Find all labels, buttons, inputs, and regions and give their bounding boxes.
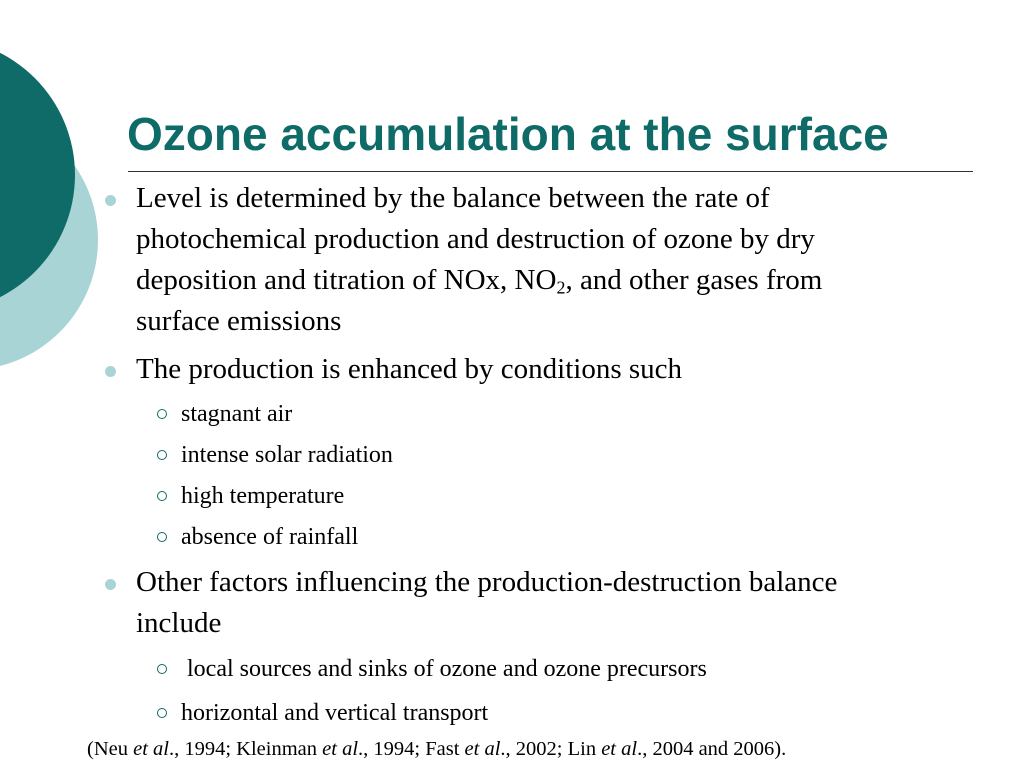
sub-bullet-ring-icon — [157, 532, 167, 542]
sub-bullet-ring-icon — [157, 491, 167, 501]
citation-part: ., 1994; Kleinman — [168, 738, 323, 760]
bullet-1-line-3-a: deposition and titration of NOx, NO — [136, 264, 557, 296]
bullet-dot-icon — [105, 195, 116, 206]
citation — [87, 735, 786, 763]
sub-item-text: local sources and sinks of ozone and ozone precursors — [181, 656, 707, 682]
citation-et-al: et al — [322, 738, 359, 760]
citation-part: ., 2002; Lin — [500, 738, 602, 760]
sub-item-text: horizontal and vertical transport — [181, 700, 489, 726]
bullet-1-line-3-b: , and other gases from — [565, 264, 823, 296]
bullet-dot-icon — [105, 366, 116, 377]
sub-item-text: high temperature — [181, 483, 345, 509]
citation-et-al: et al — [601, 738, 638, 760]
sub-bullet-ring-icon — [157, 450, 167, 460]
bullet-1-line-3 — [136, 260, 822, 301]
bullet-1-line-1: Level is determined by the balance between the rate of — [136, 182, 770, 214]
citation-part: (Neu — [87, 738, 134, 760]
slide-title: Ozone accumulation at the surface — [127, 108, 889, 160]
citation-part: ., 2004 and 2006). — [637, 738, 787, 760]
bullet-1-line-4: surface emissions — [136, 305, 342, 337]
decorative-circles — [0, 0, 110, 400]
no2-subscript: 2 — [556, 277, 566, 298]
sub-bullet-ring-icon — [157, 664, 167, 674]
bullet-3-line-1: Other factors influencing the production-destruction balance — [136, 566, 838, 598]
bullet-2-text: The production is enhanced by conditions such — [136, 353, 683, 385]
sub-item-text: stagnant air — [181, 401, 293, 427]
bullet-3-line-2: include — [136, 607, 222, 639]
bullet-1-line-2: photochemical production and destruction of ozone by dry — [136, 223, 815, 255]
title-underline — [128, 171, 973, 172]
sub-item-text: absence of rainfall — [181, 524, 359, 550]
sub-bullet-ring-icon — [157, 708, 167, 718]
citation-part: ., 1994; Fast — [358, 738, 465, 760]
sub-item-text: intense solar radiation — [181, 442, 393, 468]
sub-bullet-ring-icon — [157, 409, 167, 419]
bullet-dot-icon — [105, 579, 116, 590]
citation-et-al: et al — [133, 738, 169, 760]
citation-et-al: et al — [464, 738, 501, 760]
